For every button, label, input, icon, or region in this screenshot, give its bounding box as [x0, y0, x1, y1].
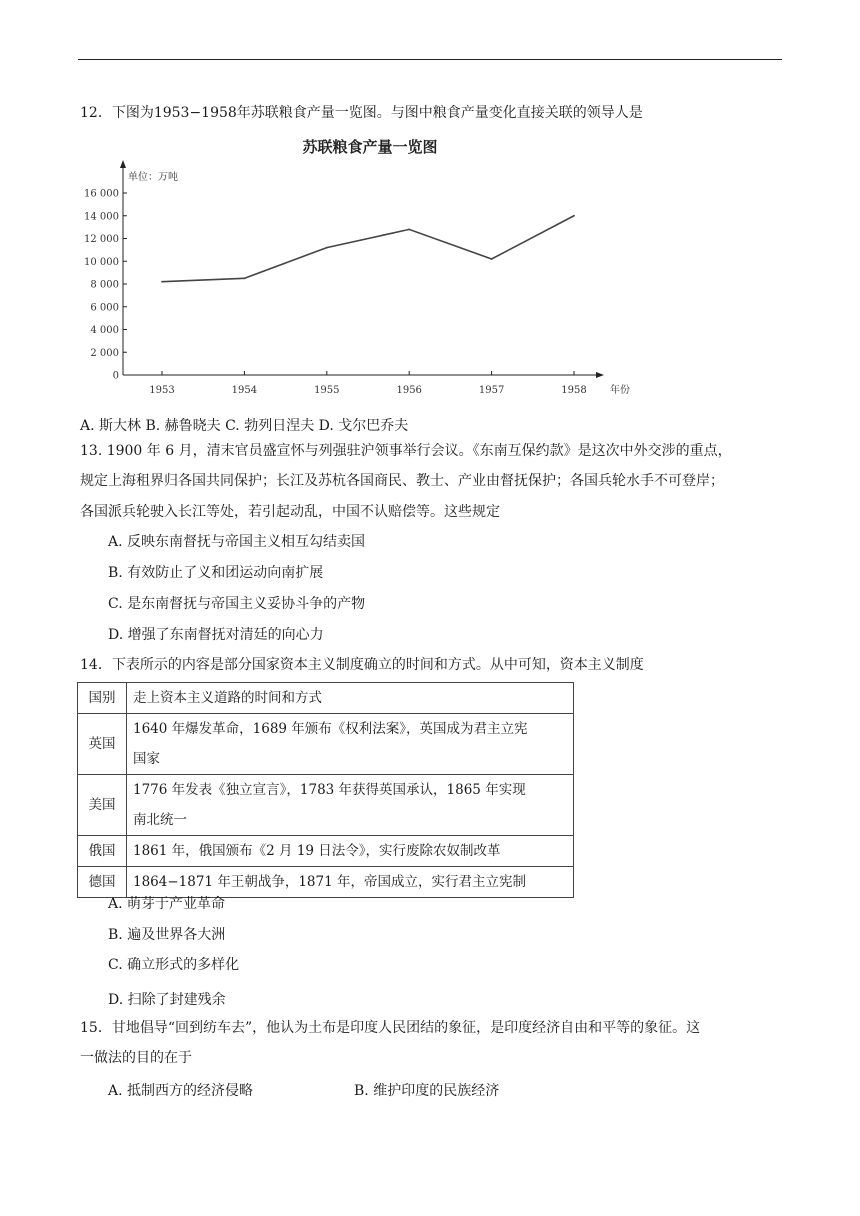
y-tick-label: 6 000: [90, 302, 119, 314]
table-row: [78, 836, 574, 867]
row-country: 英国: [78, 714, 127, 775]
question-13-option-c: C. 是东南督抚与帝国主义妥协斗争的产物: [108, 596, 366, 612]
data-point: [573, 215, 575, 217]
row-detail-line: 国家: [133, 751, 160, 767]
y-tick-label: 8 000: [90, 279, 119, 291]
question-13-stem-line-3: 各国派兵轮驶入长江等处，若引起动乱，中国不认赔偿等。这些规定: [80, 504, 500, 520]
row-country: 美国: [78, 775, 127, 836]
grain-output-chart: [80, 130, 640, 414]
header-time-and-method: 走上资本主义道路的时间和方式: [127, 683, 574, 714]
question-12-stem: 12．下图为1953−1958年苏联粮食产量一览图。与图中粮食产量变化直接关联的领导人是: [80, 105, 643, 121]
y-tick-label: 10 000: [84, 256, 119, 268]
x-tick-label: 1954: [231, 385, 258, 396]
x-axis-label: 年份: [610, 385, 630, 396]
question-14-option-d: D. 扫除了封建残余: [108, 992, 226, 1008]
y-tick-label: 2 000: [90, 347, 119, 359]
y-axis-arrow: [120, 160, 126, 168]
question-15-stem-line-1: 15．甘地倡导“回到纺车去”，他认为土布是印度人民团结的象征，是印度经济自由和平等的象征。这: [80, 1020, 701, 1036]
table-row: [78, 714, 574, 775]
row-country: 德国: [78, 867, 127, 898]
x-tick-label: 1958: [561, 385, 587, 396]
y-tick-label: 4 000: [90, 325, 119, 336]
question-13-option-b: B. 有效防止了义和团运动向南扩展: [108, 565, 324, 581]
x-tick-label: 1957: [478, 385, 505, 396]
question-15-option-b: B. 维护印度的民族经济: [354, 1083, 500, 1099]
row-detail: 1864−1871 年王朝战争，1871 年，帝国成立，实行君主立宪制: [127, 867, 574, 898]
question-14-stem: 14．下表所示的内容是部分国家资本主义制度确立的时间和方式。从中可知，资本主义制度: [80, 657, 644, 673]
table-row: [78, 775, 574, 836]
table-header-row: [78, 683, 574, 714]
question-15-stem-line-2: 一做法的目的在于: [80, 1050, 192, 1066]
header-country: 国别: [78, 683, 127, 714]
x-axis-arrow: [596, 372, 604, 378]
chart-title: 苏联粮食产量一览图: [302, 138, 438, 156]
data-point: [161, 281, 163, 283]
question-14-option-b: B. 遍及世界各大洲: [108, 927, 226, 943]
capitalism-establishment-table: [77, 682, 574, 898]
row-detail: [127, 714, 574, 775]
row-country: 俄国: [78, 836, 127, 867]
x-tick-label: 1956: [396, 385, 422, 396]
series-line: [162, 216, 574, 282]
y-tick-label: 16 000: [84, 188, 119, 200]
row-detail-line: 南北统一: [133, 812, 187, 828]
y-tick-label: 12 000: [84, 234, 119, 245]
row-detail: 1861 年，俄国颁布《2 月 19 日法令》，实行废除农奴制改革: [127, 836, 574, 867]
data-point: [408, 229, 410, 231]
row-detail-line: 1776 年发表《独立宣言》，1783 年获得英国承认，1865 年实现: [133, 782, 526, 798]
chart-plot-area: [84, 160, 604, 396]
y-tick-label: 0: [112, 370, 119, 382]
question-13-option-d: D. 增强了东南督抚对清廷的向心力: [108, 627, 324, 643]
table-row: [78, 867, 574, 898]
question-13-stem-line-2: 规定上海租界归各国共同保护；长江及苏杭各国商民、教士、产业由督抚保护；各国兵轮水手不可登岸；: [80, 473, 724, 489]
data-point: [244, 277, 246, 279]
question-14-option-c: C. 确立形式的多样化: [108, 957, 240, 973]
question-12-options: A. 斯大林 B. 赫鲁晓夫 C. 勃列日涅夫 D. 戈尔巴乔夫: [80, 418, 409, 434]
question-15-option-a: A. 抵制西方的经济侵略: [108, 1083, 254, 1099]
question-14-option-a: A. 萌芽于产业革命: [108, 896, 226, 912]
row-detail-line: 1640 年爆发革命，1689 年颁布《权利法案》，英国成为君主立宪: [133, 721, 528, 737]
row-detail: [127, 775, 574, 836]
y-axis-label: 单位：万吨: [128, 172, 178, 183]
question-13-option-a: A. 反映东南督抚与帝国主义相互勾结卖国: [108, 534, 366, 550]
data-point: [491, 258, 493, 260]
x-tick-label: 1955: [314, 385, 340, 396]
x-tick-label: 1953: [149, 385, 175, 396]
data-point: [326, 247, 328, 249]
y-tick-label: 14 000: [84, 211, 119, 223]
question-13-stem-line-1: 13. 1900 年 6 月，清末官员盛宣怀与列强驻沪领事举行会议。《东南互保约款》是这次中外交涉的重点，: [80, 443, 732, 459]
header-rule: [78, 59, 782, 60]
